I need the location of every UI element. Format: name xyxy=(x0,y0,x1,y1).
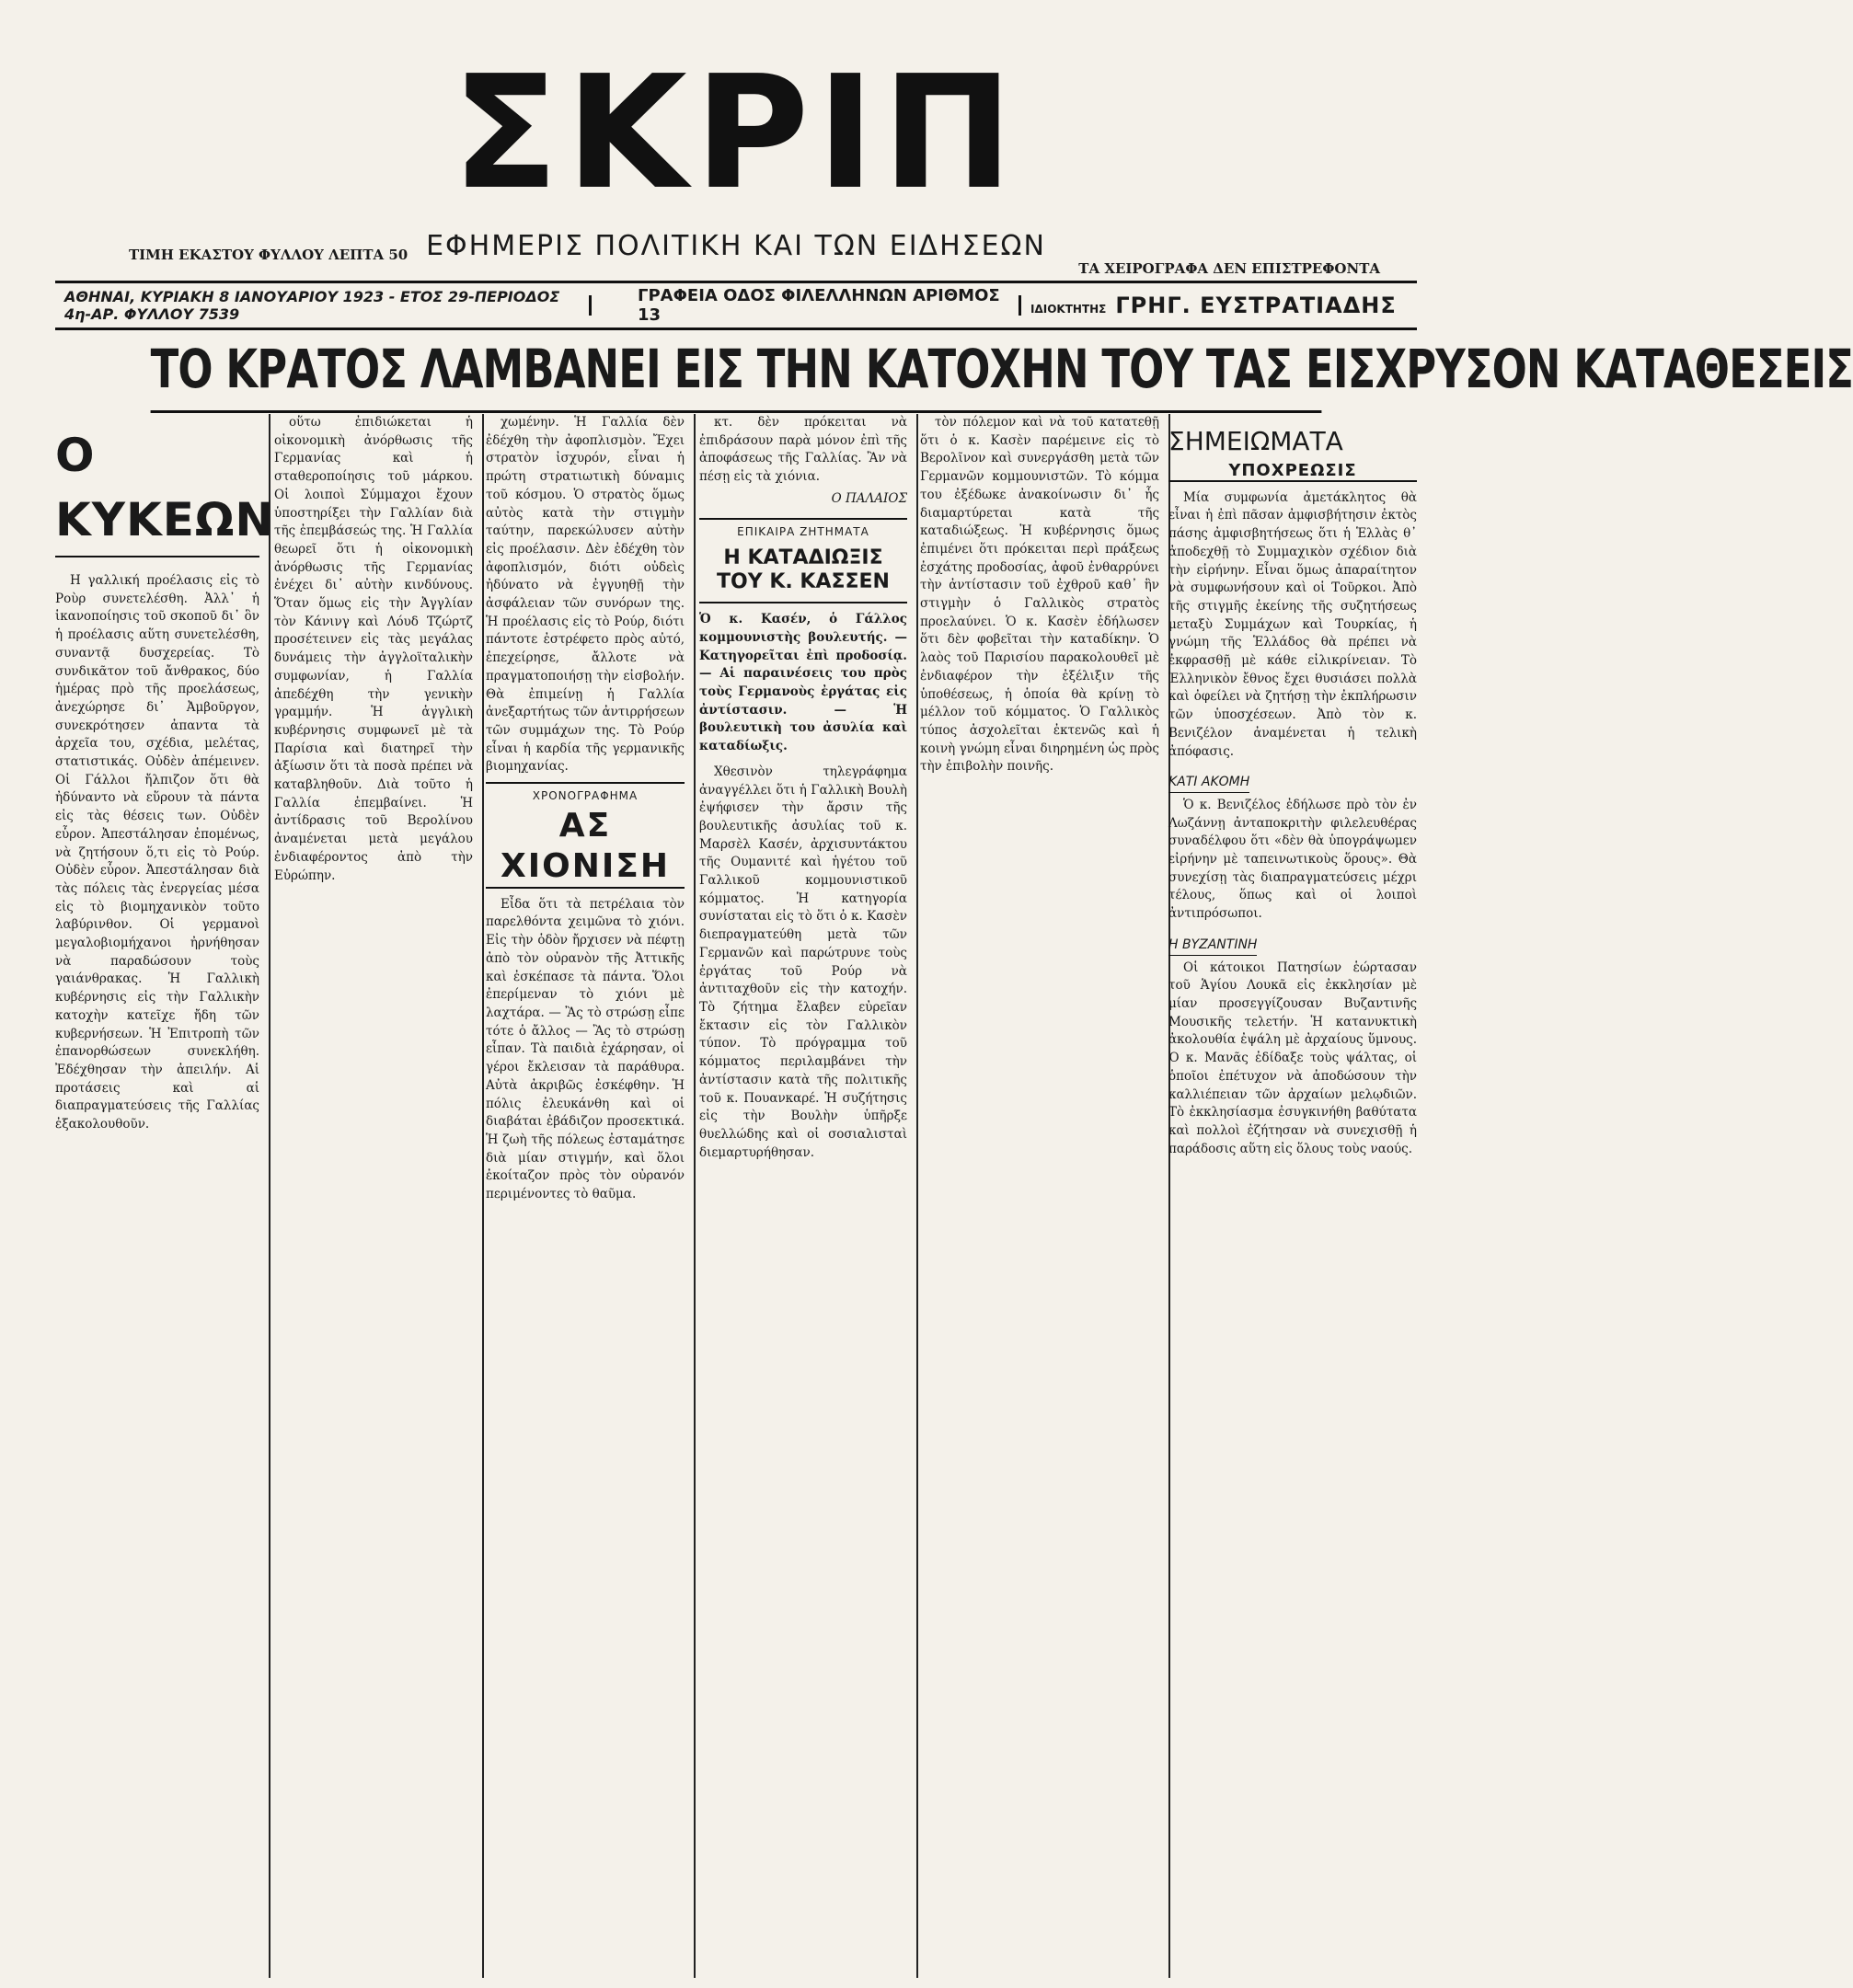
article-columns xyxy=(55,414,1417,1978)
issue-date-line: ΑΘΗΝΑΙ, ΚΥΡΙΑΚΗ 8 ΙΑΝΟΥΑΡΙΟΥ 1923 - ΕΤΟΣ 29-ΠΕΡΙΟΔΟΣ 4η-ΑΡ. ΦΥΛΛΟΥ 7539 xyxy=(64,288,560,323)
chronografima-title: ΑΣ ΧΙΟΝΙΣΗ xyxy=(486,806,685,889)
newspaper-title: ΣΚΡΙΠ xyxy=(452,42,1020,224)
kykeon-text-4: κτ. δὲν πρόκειται νὰ ἐπιδράσουν παρὰ μόνον ἐπὶ τῆς ἀποφάσεως τῆς Γαλλίας. Ἂν νὰ πέσῃ εἰς τὰ χιόνια. xyxy=(699,415,907,485)
notes-subhead-2: ΚΑΤΙ ΑΚΟΜΗ xyxy=(1168,774,1249,793)
chronografima-tag: ΧΡΟΝΟΓΡΑΦΗΜΑ xyxy=(486,782,685,806)
manuscript-notice: ΤΑ ΧΕΙΡΟΓΡΑΦΑ ΔΕΝ ΕΠΙΣΤΡΕΦΟΝΤΑ xyxy=(1078,260,1380,277)
epikaira-text: Χθεσινὸν τηλεγράφημα ἀναγγέλλει ὅτι ἡ Γαλλικὴ Βουλὴ ἐψήφισεν τὴν ἄρσιν τῆς βουλευτικῆς ἀσυλίας τοῦ κ. Μαρσὲλ Κασέν, ἀρχισυντάκτου τῆς Ουμανιτέ καὶ ἡγέτου τοῦ Γαλλικοῦ κομμουνιστικοῦ κόμματος. Ἡ κατηγορία συνίσταται εἰς τὸ ὅτι ὁ κ. Κασὲν διεπραγματεύθη μετὰ τῶν Γερμανῶν καὶ παρώτρυνε τοὺς ἐργάτας τοῦ Ρούρ νὰ ἀντιταχθοῦν εἰς τὴν κατοχήν. Τὸ ζήτημα ἔλαβεν εὐρεῖαν ἔκτασιν εἰς τὸν Γαλλικὸν τύπον. Τὸ πρόγραμμα τοῦ κόμματος περιλαμβάνει τὴν ἀντίστασιν κατὰ τῆς πολιτικῆς τοῦ κ. Πουανκαρέ. Ἡ συζήτησις εἰς τὴν Βουλὴν ὑπῆρξε θυελλώδης καὶ οἱ σοσιαλισταὶ διεμαρτυρήθησαν. xyxy=(699,764,907,1160)
notes-text-2: Ὁ κ. Βενιζέλος ἐδήλωσε πρὸ τὸν ἐν Λωζάννῃ ἀνταποκριτὴν φιλελευθέρας συναδέλφου ὅτι «δὲν θὰ ὑπογράψωμεν εἰρήνην μὲ ταπεινωτικοὺς ὅρους». Θὰ συνεχίσῃ τὰς διαπραγματεύσεις μέχρι τέλους, ὅπως καὶ οἱ λοιποὶ ἀντιπρόσωποι. xyxy=(1168,797,1417,922)
column-4 xyxy=(699,414,918,1978)
epikaira-title: Η ΚΑΤΑΔΙΩΞΙΣ ΤΟΥ Κ. ΚΑΣΣΕΝ xyxy=(699,541,907,603)
owner-label: ΙΔΙΟΚΤΗΤΗΣ xyxy=(1030,303,1107,316)
epikaira-lead: Ὁ κ. Κασέν, ὁ Γάλλος κομμουνιστὴς βουλευτής. — Κατηγορεῖται ἐπὶ προδοσίᾳ. — Αἱ παραινέσεις του πρὸς τοὺς Γερμανοὺς ἐργάτας εἰς ἀντίστασιν. — Ἡ βουλευτικὴ του ἀσυλία καὶ καταδίωξις. xyxy=(699,612,907,754)
newspaper-subtitle: ΕΦΗΜΕΡΙΣ ΠΟΛΙΤΙΚΗ ΚΑΙ ΤΩΝ ΕΙΔΗΣΕΩΝ xyxy=(426,230,1046,262)
owner-block xyxy=(1030,293,1417,318)
column-3 xyxy=(486,414,696,1978)
notes-text-1: Μία συμφωνία ἀμετάκλητος θὰ εἶναι ἡ ἐπὶ πᾶσαν ἀμφισβήτησιν ἐκτὸς πάσης ἀμφισβητήσεως ὅτι ἡ Ἑλλὰς θ᾽ ἀποδεχθῇ τὸ Συμμαχικὸν σχέδιον διὰ τὴν εἰρήνην. Εἶναι ὅμως ἀπαραίτητον νὰ συμφωνήσουν καὶ οἱ Τοῦρκοι. Ἀπὸ τῆς στιγμῆς ἐκείνης τῆς συζητήσεως μεταξὺ Συμμάχων καὶ Τουρκίας, ἡ γνώμη τῆς Ἑλλάδος θὰ πρέπει νὰ ἐκφρασθῇ μὲ κάθε εἰλικρίνειαν. Τὸ Ἑλληνικὸν ἔθνος ἔχει θυσιάσει πολλὰ καὶ ὀφείλει νὰ ζητήσῃ τὴν ἐκπλήρωσιν τῶν ὑποσχέσεων. Ἀπὸ τὸν κ. Βενιζέλον ἀναμένεται ἡ τελικὴ ἀπόφασις. xyxy=(1168,489,1417,759)
notes-title: ΣΗΜΕΙΩΜΑΤΑ xyxy=(1168,426,1343,456)
kykeon-byline: Ο ΠΑΛΑΙΟΣ xyxy=(831,490,907,506)
epikaira-tag: ΕΠΙΚΑΙΡΑ ΖΗΤΗΜΑΤΑ xyxy=(699,518,907,542)
issue-info-bar xyxy=(55,281,1417,330)
masthead xyxy=(0,42,1472,224)
notes-subhead-3: Η ΒΥΖΑΝΤΙΝΗ xyxy=(1168,937,1257,956)
notes-subhead-1: ΥΠΟΧΡΕΩΣΙΣ xyxy=(1168,462,1417,482)
issue-price: ΤΙΜΗ ΕΚΑΣΤΟΥ ΦΥΛΛΟΥ ΛΕΠΤΑ 50 xyxy=(129,247,409,263)
kykeon-text-1: Η γαλλική προέλασις εἰς τὸ Ροὺρ συνετελέσθη. Ἀλλ᾽ ἡ ἱκανοποίησις τοῦ σκοποῦ δι᾽ ὃν ἡ προέλασις αὕτη συνετελέσθη, συναντᾷ δυσχερείας. Τὸ συνδικᾶτον τοῦ ἄνθρακος, δύο ἡμέρας πρὸ τῆς προελάσεως, ἀνεχώρησε δι᾽ Ἀμβοῦργον, συνεκρότησεν ἀπαντα τὰ ἀρχεῖα του, σχέδια, μελέτας, στατιστικάς. Οὐδὲν ἀπέμεινεν. Οἱ Γάλλοι ἤλπιζον ὅτι θὰ ἠδύναντο νὰ εὕρουν τὰ πάντα εἰς τὰς θέσεις των. Οὐδὲν εὗρον. Ἀπεστάλησαν ἐπομένως, νὰ ζητήσουν ὅ,τι εἰς τὸ Ρούρ. Οὐδὲν εὗρον. Ἀπεστάλησαν διὰ τὰς πόλεις τὰς ἐνεργείας μέσα εἰς τὸ βιομηχανικὸν τοῦτο λαβύρινθον. Οἱ γερμανοὶ μεγαλοβιομήχανοι ἠρνήθησαν νὰ παραδώσουν τοὺς γαιάνθρακας. Ἡ Γαλλικὴ κυβέρνησις εἰς τὴν Γαλλικὴν κατοχὴν κατεῖχε ἤδη τῶν κυβερνήσεων. Ἡ Ἐπιτροπὴ τῶν ἐπανορθώσεων συνεκλήθη. Ἐδέχθησαν τὴν ἀπειλήν. Αἱ προτάσεις καὶ αἱ διαπραγματεύσεις τῆς Γαλλίας ἐξακολουθοῦν. xyxy=(55,573,259,1132)
kykeon-text-3: χωμένην. Ἡ Γαλλία δὲν ἐδέχθη τὴν ἀφοπλισμὸν. Ἔχει στρατὸν ἰσχυρόν, εἶναι ἡ πρώτη στρατιωτικὴ δύναμις τοῦ κόσμου. Ὁ στρατὸς ὅμως αὐτὸς κατὰ τὴν στιγμὴν ταύτην, παρεκώλυσεν αὐτὴν εἰς προέλασιν. Δὲν ἐδέχθη τὸν ἀφοπλισμόν, διότι οὐδεὶς ἠδύνατο νὰ ἐγγυηθῇ τὴν ἀσφάλειαν τῶν συνόρων της. Ἡ προέλασις εἰς τὸ Ρούρ, διότι πάντοτε ἐστρέφετο πρὸς αὐτό, ἐπεχείρησε, ἄλλοτε νὰ πραγματοποιήσῃ τὴν εἰσβολήν. Θὰ ἐπιμείνῃ ἡ Γαλλία ἀνεξαρτήτως τῶν ἀντιρρήσεων τῶν συμμάχων της. Τὸ Ρούρ εἶναι ἡ καρδία τῆς γερμανικῆς βιομηχανίας. xyxy=(486,415,685,775)
column-1 xyxy=(55,414,275,1978)
epikaira-text-2: τὸν πόλεμον καὶ νὰ τοῦ κατατεθῇ ὅτι ὁ κ. Κασὲν παρέμεινε εἰς τὸ Βερολῖνον καὶ συνεργάσθη μετὰ τῶν Γερμανῶν κομμουνιστῶν. Τὸ κόμμα του ἐξέδωκε ἀνακοίνωσιν δι᾽ ἧς διαμαρτύρεται κατὰ τῆς καταδιώξεως. Ἡ κυβέρνησις ὅμως ἐπιμένει ὅτι πρόκειται περὶ πράξεως ἐσχάτης προδοσίας, ἀφοῦ ἐνθαρρύνει τὴν ἀντίστασιν τοῦ ἐχθροῦ καθ᾽ ἣν στιγμὴν ὁ Γαλλικὸς στρατὸς προελαύνει. Ὁ κ. Κασὲν ἐδήλωσεν ὅτι δὲν φοβεῖται τὴν καταδίκην. Ὁ λαὸς τοῦ Παρισίου παρακολουθεῖ μὲ ἐνδιαφέρον τὴν ἐξέλιξιν τῆς ὑποθέσεως, ἡ ὁποία θὰ κρίνῃ τὸ μέλλον τοῦ κόμματος. Ὁ Γαλλικὸς τύπος ἀσχολεῖται ἐκτενῶς καὶ ἡ κοινὴ γνώμη εἶναι διηρημένη ὡς πρὸς τὴν ἐπιβολὴν ποινῆς. xyxy=(920,415,1159,775)
kykeon-text-2: οὕτω ἐπιδιώκεται ἡ οἰκονομικὴ ἀνόρθωσις τῆς Γερμανίας καὶ ἡ σταθεροποίησις τοῦ μάρκου. Οἱ λοιποὶ Σύμμαχοι ἔχουν ὑποστηρίξει τὴν Γαλλίαν διὰ τῆς ἐπεμβάσεώς της. Ἡ Γαλλία θεωρεῖ ὅτι ἡ οἰκονομικὴ ἀνόρθωσις τῆς Γερμανίας ἐνέχει δι᾽ αὐτὴν κινδύνους. Ὅταν ὅμως εἰς τὴν Ἀγγλίαν τὸν Κάνινγ καὶ Λόυδ Τζώρτζ προσέτεινεν εἰς τὰς μεγάλας δυνάμεις τὴν ἀγγλοϊταλικὴν συμφωνίαν, ἡ Γαλλία ἀπεδέχθη τὴν γενικὴν γραμμήν. Ἡ ἀγγλικὴ κυβέρνησις συμφωνεῖ μὲ τὰ Παρίσια καὶ διατηρεῖ τὴν ἀξίωσιν ὅτι τὰ ποσὰ πρέπει νὰ καταβληθοῦν. Διὰ τοῦτο ἡ Γαλλία ἐπεμβαίνει. Ἡ ἀντίδρασις τοῦ Βερολίνου ἀναμένεται μετὰ μεγάλου ἐνδιαφέροντος ἀπὸ τὴν Εὐρώπην. xyxy=(274,415,473,883)
column-2 xyxy=(274,414,484,1978)
kykeon-title: Ο ΚΥΚΕΩΝ xyxy=(55,423,259,557)
main-headline: ΤΟ ΚΡΑΤΟΣ ΛΑΜΒΑΝΕΙ ΕΙΣ ΤΗΝ ΚΑΤΟΧΗΝ ΤΟΥ ΤΑΣ ΕΙΣΧΡΥΣΟΝ ΚΑΤΑΘΕΣΕΙΣ xyxy=(151,328,1322,413)
column-6 xyxy=(1168,414,1417,1978)
office-address: ΓΡΑΦΕΙΑ ΟΔΟΣ ΦΙΛΕΛΛΗΝΩΝ ΑΡΙΘΜΟΣ 13 xyxy=(638,286,1000,325)
owner-name: ΓΡΗΓ. ΕΥΣΤΡΑΤΙΑΔΗΣ xyxy=(1115,293,1397,318)
divider xyxy=(1019,295,1021,316)
notes-text-3: Οἱ κάτοικοι Πατησίων ἑώρτασαν τοῦ Ἁγίου Λουκᾶ εἰς ἐκκλησίαν μὲ μίαν προσεγγίζουσαν Βυζαντινῆς Μουσικῆς τελετήν. Ἡ κατανυκτικὴ ἀκολουθία ἐψάλη μὲ ἀρχαίους ὕμνους. Ὁ κ. Μανᾶς ἐδίδαξε τοὺς ψάλτας, οἱ ὁποῖοι ἐπέτυχον νὰ ἀποδώσουν τὴν καλλιέπειαν τῶν ἀρχαίων μελῳδιῶν. Τὸ ἐκκλησίασμα ἐσυγκινήθη βαθύτατα καὶ πολλοὶ ἐζήτησαν νὰ συνεχισθῇ ἡ παράδοσις αὕτη εἰς ὅλους τοὺς ναούς. xyxy=(1168,960,1417,1156)
column-5 xyxy=(920,414,1170,1978)
chronografima-text: Εἶδα ὅτι τὰ πετρέλαια τὸν παρελθόντα χειμῶνα τὸ χιόνι. Εἰς τὴν ὁδὸν ἤρχισεν νὰ πέφτῃ ἀπὸ τὸν οὐρανὸν τῆς Ἀττικῆς καὶ ἐσκέπασε τὰ πάντα. Ὅλοι ἐπερίμεναν τὸ χιόνι μὲ λαχτάρα. — Ἂς τὸ στρώσῃ εἶπε τότε ὁ ἄλλος — Ἂς τὸ στρώσῃ εἶπαν. Τὰ παιδιὰ ἐχάρησαν, οἱ γέροι ἔκλεισαν τὰ παράθυρα. Αὐτὰ ἀκριβῶς ἐσκέφθην. Ἡ πόλις ἐλευκάνθη καὶ οἱ διαβάται ἐβάδιζον προσεκτικά. Ἡ ζωὴ τῆς πόλεως ἐσταμάτησε διὰ μίαν στιγμήν, καὶ ὅλοι ἐκοίταζον πρὸς τὸν οὐρανόν περιμένοντες τὸ θαῦμα. xyxy=(486,896,685,1202)
divider xyxy=(589,295,592,316)
